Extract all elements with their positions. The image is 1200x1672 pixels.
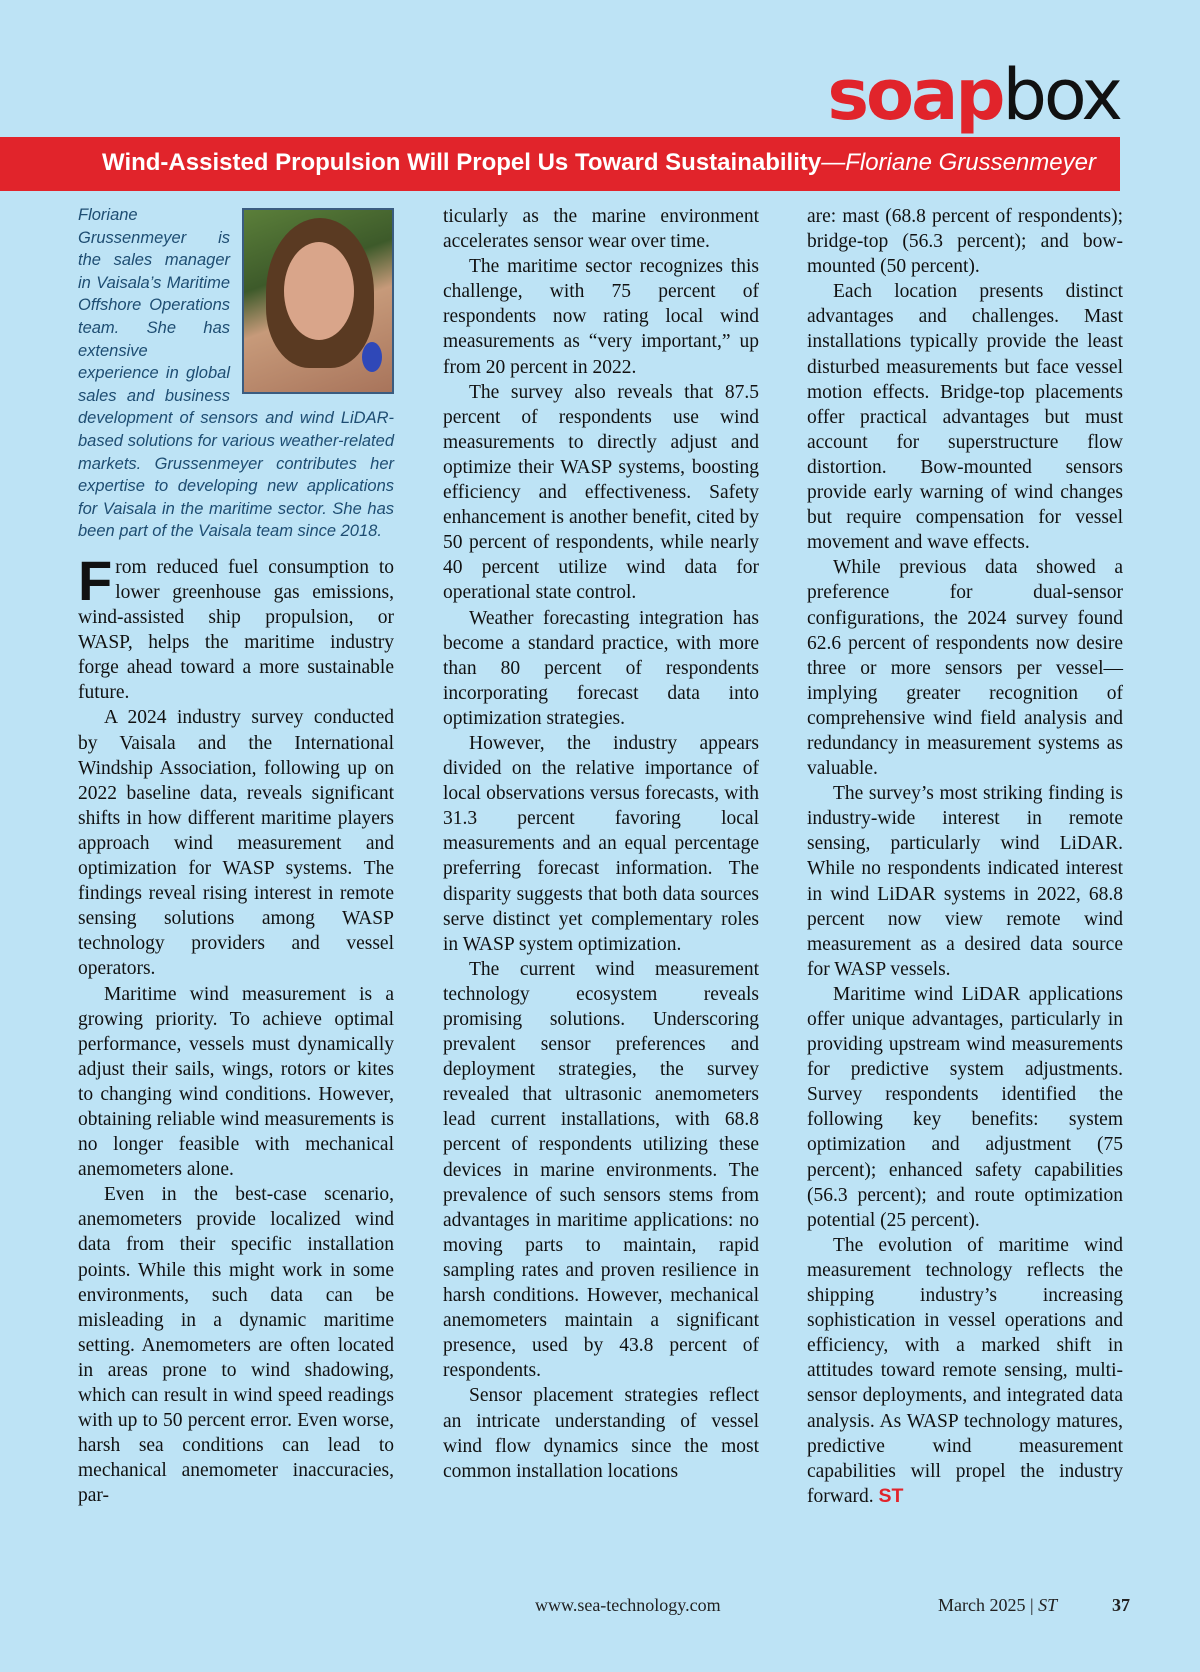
paragraph-11: Each location presents distinct advantages and challenges. Mast installations typically provide the least disturbed measurements but face vessel motion effects. Bridge-top placements offer practical advantages but must account for superstructure flow distortion. Bow-mounted sensors provide early warning of wind changes but require compensation for vessel movement and wave effects. — [807, 281, 1123, 554]
paragraph-12: While previous data showed a preference for dual-sensor configurations, the 2024 survey found 62.6 percent of respondents now desire three or more sensors per vessel—implying greater recognition of comprehensive wind field analysis and redundancy in measurement systems as valuable. — [807, 557, 1123, 780]
paragraph-9: The current wind measurement technology ecosystem reveals promising solutions. Underscoring prevalent sensor preferences and deployment strategies, the survey revealed that ultrasonic anemometers lead current installations, with 68.8 percent of respondents utilizing these devices in marine environments. The prevalence of such sensors stems from advantages in maritime applications: no moving parts to maintain, rapid sampling rates and proven resilience in harsh conditions. However, mechanical anemometers maintain a significant presence, used by 43.8 percent of respondents. — [443, 958, 759, 1382]
end-mark: ST — [878, 1484, 904, 1507]
article-title — [102, 149, 1096, 177]
paragraph-4: Even in the best-case scenario, anemometers provide localized wind data from their specific installation points. While this might work in some environments, such data can be misleading in a dynamic maritime setting. Anemometers are often located in areas prone to wind shadowing, which can result in wind speed readings with up to 50 percent error. Even worse, harsh sea conditions can lead to mechanical anemometer inaccuracies, par- — [78, 1184, 394, 1507]
footer-separator: | — [1029, 1595, 1034, 1615]
author-photo — [242, 208, 394, 394]
drop-cap: F — [78, 548, 113, 612]
paragraph-8: However, the industry appears divided on the relative importance of local observations versus forecasts, with 31.3 percent favoring local measurements and an equal percentage preferring forecast information. The disparity suggests that both data sources serve distinct yet complementary roles in WASP system optimization. — [443, 732, 759, 955]
paragraph-15-text: The evolution of maritime wind measurement technology reflects the shipping industry’s increasing sophistication in vessel operations and efficiency, with a marked shift in attitudes toward remote sensing, multi-sensor deployments, and integrated data analysis. As WASP technology matures, predictive wind measurement capabilities will propel the industry forward. — [807, 1234, 1123, 1507]
paragraph-10: Sensor placement strategies reflect an intricate understanding of vessel wind flow dynamics since the most common installation locations — [443, 1385, 759, 1482]
paragraph-1-text: rom reduced fuel consumption to lower greenhouse gas emissions, wind-assisted ship propulsion, or WASP, helps the maritime industry forge ahead toward a more sustainable future. — [78, 556, 394, 704]
photo-earring — [362, 342, 382, 372]
paragraph-1 — [78, 548, 394, 706]
paragraph-3: Maritime wind measurement is a growing priority. To achieve optimal performance, vessels must dynamically adjust their sails, wings, rotors or kites to changing wind conditions. However, obtaining reliable wind measurements is no longer feasible with mechanical anemometers alone. — [78, 983, 394, 1181]
logo-box: box — [1002, 54, 1120, 136]
dash: — — [821, 149, 846, 176]
paragraph-4-cont: ticularly as the marine environment accelerates sensor wear over time. — [443, 206, 759, 253]
title-banner — [0, 137, 1120, 191]
byline: Floriane Grussenmeyer — [845, 149, 1096, 176]
author-bio — [78, 204, 394, 543]
page-number: 37 — [1112, 1595, 1130, 1615]
column-2 — [443, 204, 759, 1484]
logo-soap: soap — [827, 54, 1003, 136]
paragraph-13: The survey’s most striking finding is industry-wide interest in remote sensing, particularly wind LiDAR. While no respondents indicated interest in wind LiDAR systems in 2022, 68.8 percent now view remote wind measurement as a desired data source for WASP vessels. — [807, 783, 1123, 980]
footer-url[interactable]: www.sea-technology.com — [535, 1595, 721, 1615]
soapbox-logo — [827, 54, 1120, 136]
paragraph-15 — [807, 1233, 1123, 1509]
paragraph-10-cont: are: mast (68.8 percent of respondents); bridge-top (56.3 percent); and bow-mounted (50 percent). — [807, 206, 1123, 278]
publication-abbrev: ST — [1038, 1595, 1058, 1615]
footer-date — [938, 1595, 1057, 1616]
paragraph-14: Maritime wind LiDAR applications offer unique advantages, particularly in providing upstream wind measurements for predictive system adjustments. Survey respondents identified the following key benefits: system optimization and adjustment (75 percent); enhanced safety capabilities (56.3 percent); and route optimization potential (25 percent). — [807, 983, 1123, 1231]
paragraph-2: A 2024 industry survey conducted by Vaisala and the International Windship Association, following up on 2022 baseline data, reveals significant shifts in how different maritime players approach wind measurement and optimization for WASP systems. The findings reveal rising interest in remote sensing solutions among WASP technology providers and vessel operators. — [78, 707, 394, 980]
column-1 — [78, 204, 394, 1508]
paragraph-6: The survey also reveals that 87.5 percent of respondents use wind measurements to directly adjust and optimize their WASP systems, boosting efficiency and effectiveness. Safety enhancement is another benefit, cited by 50 percent of respondents, while nearly 40 percent utilize wind data for operational state control. — [443, 381, 759, 604]
bio-text: Floriane Grussenmeyer is the sales manager in Vaisala’s Maritime Offshore Operations team. She has extensive experience in global sales and business development of sensors and wind LiDAR-based solutions for various weather-related markets. Grussenmeyer contributes her expertise to developing new applications for Vaisala in the maritime sector. She has been part of the Vaisala team since 2018. — [78, 206, 394, 541]
headline: Wind-Assisted Propulsion Will Propel Us Toward Sustainability — [102, 149, 822, 176]
paragraph-7: Weather forecasting integration has become a standard practice, with more than 80 percent of respondents incorporating forecast data into optimization strategies. — [443, 607, 759, 729]
column-3 — [807, 204, 1123, 1509]
paragraph-5: The maritime sector recognizes this challenge, with 75 percent of respondents now rating local wind measurements as “very important,” up from 20 percent in 2022. — [443, 256, 759, 378]
photo-face — [284, 242, 354, 340]
issue-date: March 2025 — [938, 1595, 1026, 1615]
